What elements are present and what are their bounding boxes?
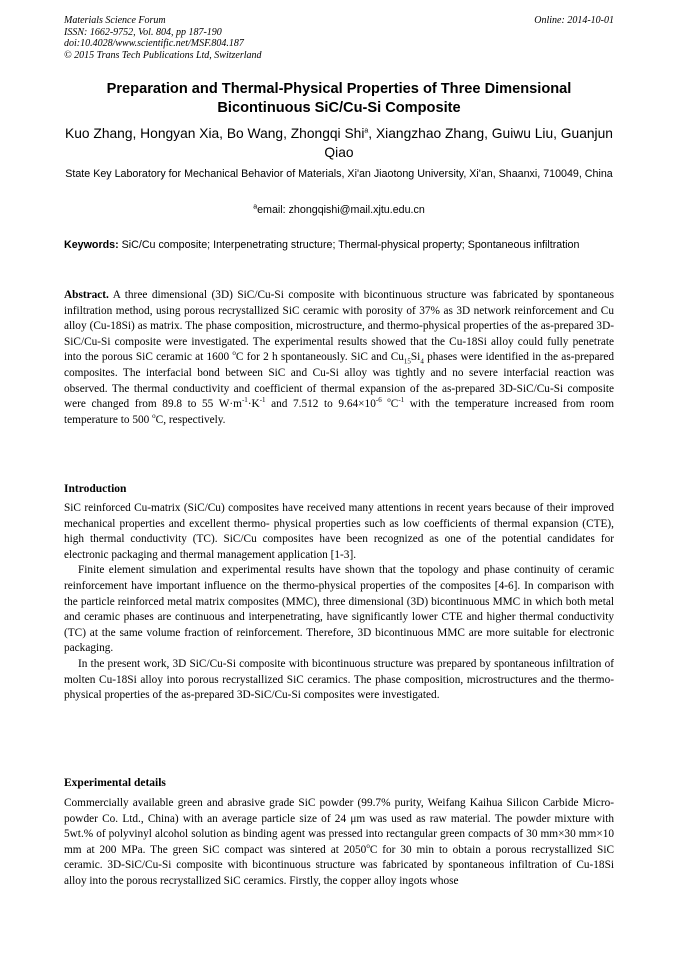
keywords-text: SiC/Cu composite; Interpenetrating structure; Thermal-physical property; Spontaneous infiltration: [121, 239, 580, 251]
introduction-body: [64, 501, 614, 704]
degree-sign: o: [387, 396, 391, 405]
authors-part-2: , Xiangzhao Zhang, Guiwu Liu, Guanjun Qiao: [324, 126, 613, 160]
paper-title: Preparation and Thermal-Physical Properties of Three Dimensional Bicontinuous SiC/Cu-Si Composite: [106, 81, 572, 116]
keywords: [64, 238, 614, 253]
keywords-label: Keywords:: [64, 239, 119, 251]
abstract-text: with the temperature increased from room temperature to 500: [64, 398, 614, 426]
copyright-line: © 2015 Trans Tech Publications Ltd, Switzerland: [64, 49, 262, 61]
abstract-label: Abstract.: [64, 289, 109, 301]
issn-line: ISSN: 1662-9752, Vol. 804, pp 187-190: [64, 26, 222, 38]
superscript: -6: [375, 396, 382, 405]
abstract-text: C for 2 h spontaneously. SiC and Cu: [235, 351, 404, 364]
abstract-text: ·K: [247, 398, 260, 411]
experimental-paragraph-1: [64, 796, 614, 890]
abstract: [64, 288, 614, 428]
abstract-text: Si: [410, 351, 421, 364]
online-date: Online: 2014-10-01: [534, 15, 614, 26]
email-line: [64, 203, 614, 218]
email-address[interactable]: email: zhongqishi@mail.xjtu.edu.cn: [257, 204, 425, 216]
affiliation: State Key Laboratory for Mechanical Behavior of Materials, Xi'an Jiaotong University, Xi'an, Shaanxi, 710049, China: [65, 168, 613, 180]
superscript: -1: [241, 396, 248, 405]
email-marker: a: [253, 203, 258, 211]
section-heading-experimental: Experimental details: [64, 777, 166, 789]
authors-part-1: Kuo Zhang, Hongyan Xia, Bo Wang, Zhongqi Shi: [65, 126, 365, 141]
superscript: -1: [259, 396, 266, 405]
subscript: 15: [403, 357, 411, 366]
author-list: [64, 124, 614, 162]
abstract-text: phases were identified in the as-prepared composites. The interfacial bond between SiC and Cu-Si alloy was tightly and no severe interfacial reaction was observed. The thermal conductivity and coefficient of thermal expansion of the as-prepared 3D-SiC/Cu-Si composite were changed from 89.8 to 55 W·m: [64, 351, 614, 411]
doi-line[interactable]: doi:10.4028/www.scientific.net/MSF.804.187: [64, 38, 244, 49]
experimental-text: C for 30 min to obtain a porous recrystallized SiC ceramic. 3D-SiC/Cu-Si composite with bicontinuous structure was fabricated by spontaneous infiltration of Cu-18Si alloy into the porous recrystallized SiC ceramics. Firstly, the copper alloy ingots whose: [64, 843, 614, 887]
section-heading-introduction: Introduction: [64, 483, 127, 495]
intro-paragraph-1: SiC reinforced Cu-matrix (SiC/Cu) composites have received many attentions in recent years because of their improved mechanical properties and excellent thermo- physical properties such as low coefficients of thermal expansion (CTE), high thermal conductivity (TC). SiC/Cu composites have been recognized as one of the potential candidates for electronic packaging and thermal management application [1-3].: [64, 502, 614, 561]
journal-header: [64, 15, 262, 61]
abstract-text: C, respectively.: [155, 413, 226, 426]
degree-sign: o: [152, 411, 156, 420]
degree-sign: o: [232, 349, 236, 358]
abstract-text: and 7.512 to 9.64×10: [265, 398, 376, 411]
superscript: -1: [398, 396, 405, 405]
experimental-body: [64, 796, 614, 890]
degree-sign: o: [366, 842, 370, 851]
subscript: 4: [420, 357, 424, 366]
abstract-text: C: [390, 398, 399, 411]
author-marker: a: [364, 127, 369, 135]
experimental-text: Commercially available green and abrasive grade SiC powder (99.7% purity, Weifang Kaihua Silicon Carbide Micro-powder Co. Ltd., China) with an average particle size of 24 μm was used as raw material. The powder mixture with 5wt.% of polyvinyl alcohol solution as binding agent was pressed into rectangular green compacts of 30 mm×30 mm×10 mm at 200 MPa. The green SiC compact was sintered at 2050: [64, 797, 614, 856]
intro-paragraph-2: Finite element simulation and experimental results have shown that the topology and phase continuity of ceramic reinforcement have important influence on the thermo-physical properties of the composites [4-6]. In comparison with the particle reinforced metal matrix composites (MMC), three dimensional (3D) bicontinuous MMC in which both metal and ceramic phases are continuous and interpenetrating, have significantly lower CTE and higher thermal conductivity (TC) at the same volume fraction of reinforcement. Therefore, 3D bicontinuous MMC are more suitable for electronic packaging.: [64, 564, 614, 655]
intro-paragraph-3: In the present work, 3D SiC/Cu-Si composite with bicontinuous structure was prepared by spontaneous infiltration of molten Cu-18Si alloy into porous recrystallized SiC ceramics. The phase composition, microstructures and the thermo-physical properties of the as-prepared 3D-SiC/Cu-Si composites were investigated.: [64, 657, 614, 702]
journal-name: Materials Science Forum: [64, 15, 166, 26]
abstract-text: A three dimensional (3D) SiC/Cu-Si composite with bicontinuous structure was fabricated by spontaneous infiltration method, using porous recrystallized SiC ceramic with porosity of 37% as 3D network reinforcement and Cu alloy (Cu-18Si) as matrix. The phase composition, microstructure, and thermo-physical properties of the as-prepared 3D-SiC/Cu-Si composite were investigated. The experimental results showed that the Cu-18Si alloy could fully penetrate into the porous SiC ceramic at 1600: [64, 289, 615, 364]
